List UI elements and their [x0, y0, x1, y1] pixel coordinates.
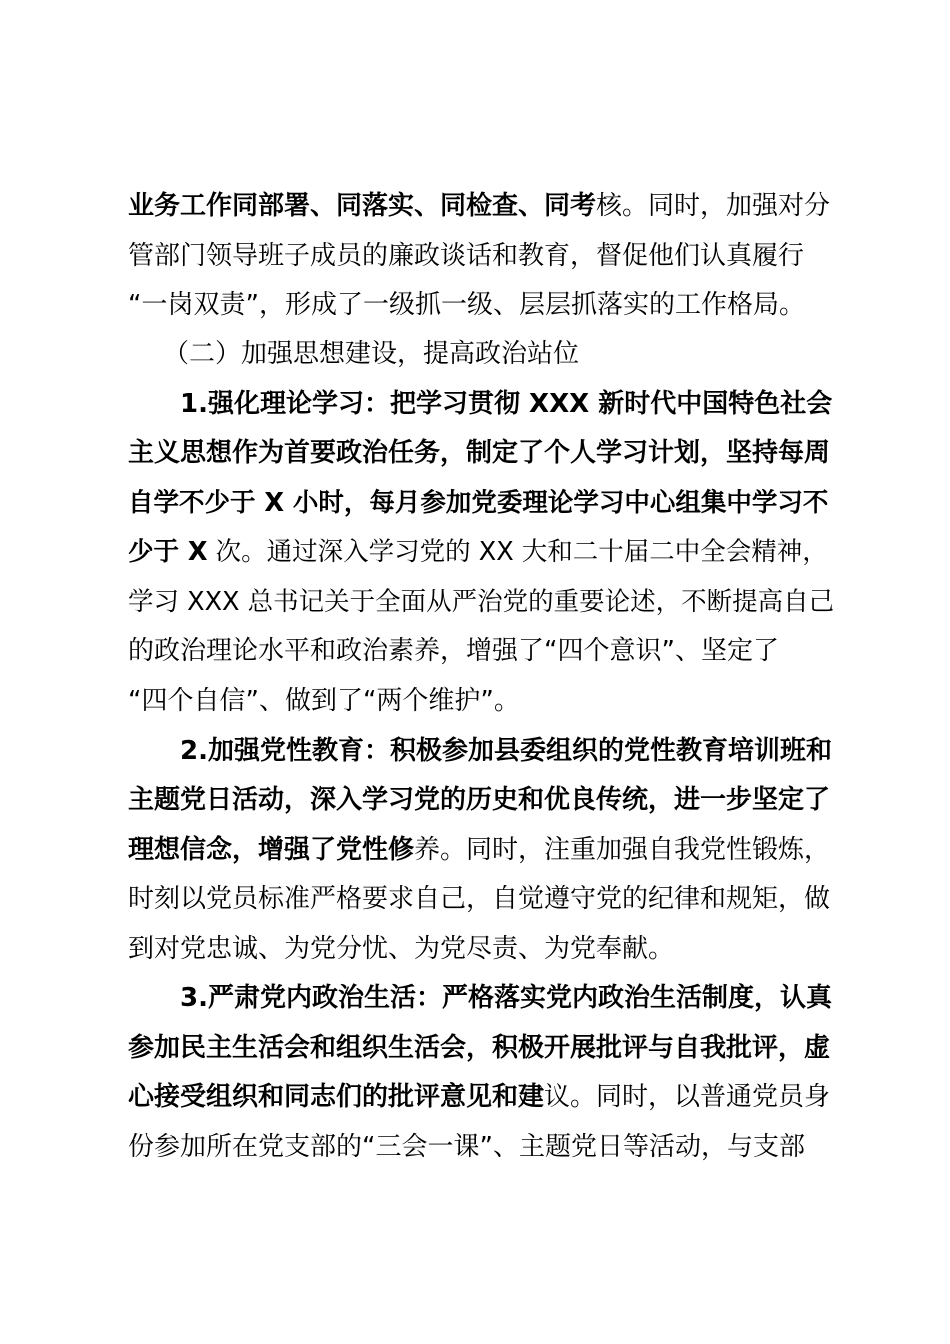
body-text: 核。同时，加强对分 — [596, 191, 831, 221]
body-text: 的政治理论水平和政治素养，增强了“四个意识”、坚定了 — [128, 636, 779, 666]
body-text: 议。同时，以普通党员身 — [544, 1082, 831, 1112]
text-line — [128, 681, 834, 721]
text-line — [128, 879, 834, 919]
text-line — [180, 978, 834, 1018]
bold-text: 少于 X — [128, 537, 208, 567]
section-heading-text: （二）加强思想建设，提高政治站位 — [163, 339, 580, 369]
text-line — [180, 731, 834, 771]
bold-text: 自学不少于 X 小时，每月参加党委理论学习中心组集中学习不 — [128, 488, 829, 518]
body-text: 管部门领导班子成员的廉政谈话和教育，督促他们认真履行 — [128, 241, 805, 271]
body-text: “四个自信”、做到了“两个维护”。 — [128, 686, 520, 716]
text-line — [128, 1028, 834, 1068]
body-text: 时刻以党员标准严格要求自己，自觉遵守党的纪律和规矩，做 — [128, 884, 831, 914]
text-line — [180, 384, 834, 424]
text-line — [128, 483, 834, 523]
body-text: 学习 XXX 总书记关于全面从严治党的重要论述，不断提高自己 — [128, 587, 834, 617]
text-line — [128, 582, 834, 622]
body-text: “一岗双责”，形成了一级抓一级、层层抓落实的工作格局。 — [128, 290, 805, 320]
text-line — [128, 830, 834, 870]
body-text: 到对党忠诚、为党分忧、为党尽责、为党奉献。 — [128, 934, 675, 964]
text-line — [128, 929, 834, 969]
text-line — [128, 186, 834, 226]
bold-text: 理想信念，增强了党性修 — [128, 835, 415, 865]
text-line — [128, 532, 834, 572]
text-line — [128, 780, 834, 820]
bold-text: 参加民主生活会和组织生活会，积极开展批评与自我批评，虚 — [128, 1033, 831, 1063]
bold-text: 3.严肃党内政治生活：严格落实党内政治生活制度，认真 — [180, 983, 832, 1013]
body-text: 次。通过深入学习党的 XX 大和二十届二中全会精神， — [207, 537, 828, 567]
text-line — [128, 236, 834, 276]
body-text: 养。同时，注重加强自我党性锻炼， — [414, 835, 831, 865]
bold-text: 1.强化理论学习：把学习贯彻 XXX 新时代中国特色社会 — [180, 389, 833, 419]
text-line — [128, 285, 834, 325]
text-line — [128, 1077, 834, 1117]
bold-text: 业务工作同部署、同落实、同检查、同考 — [128, 191, 597, 221]
bold-text: 2.加强党性教育：积极参加县委组织的党性教育培训班和 — [180, 736, 832, 766]
bold-text: 主题党日活动，深入学习党的历史和优良传统，进一步坚定了 — [128, 785, 831, 815]
text-line — [128, 433, 834, 473]
bold-text: 主义思想作为首要政治任务，制定了个人学习计划，坚持每周 — [128, 438, 831, 468]
body-text: 份参加所在党支部的“三会一课”、主题党日等活动，与支部 — [128, 1132, 805, 1162]
text-line — [128, 1127, 834, 1167]
bold-text: 心接受组织和同志们的批评意见和建 — [128, 1082, 545, 1112]
text-line — [128, 631, 834, 671]
section-heading — [163, 334, 834, 374]
